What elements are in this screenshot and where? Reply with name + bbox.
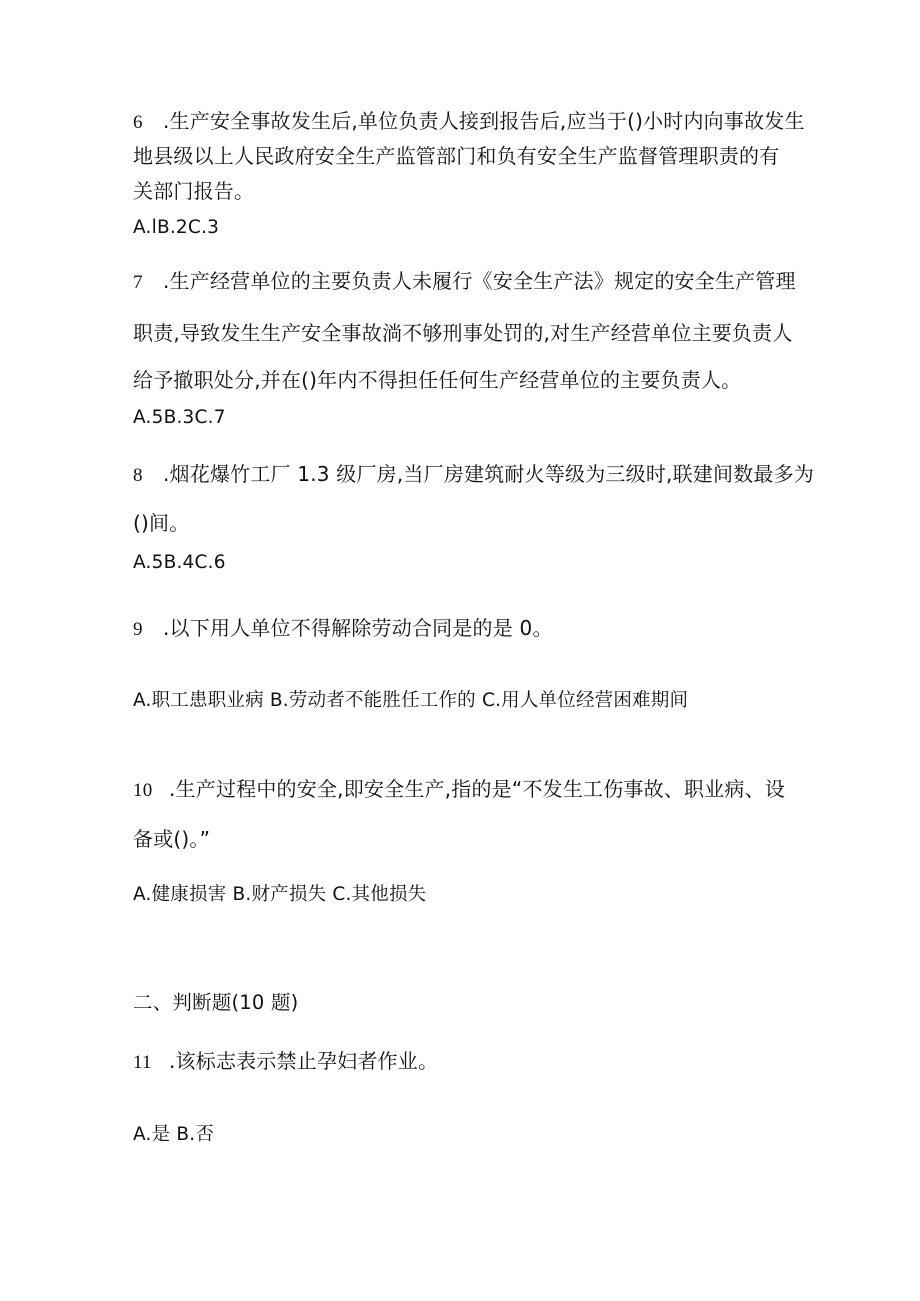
q10-options: A.健康损害 B.财产损失 C.其他损失 (133, 884, 427, 905)
q8-line-2: ()间。 (133, 511, 190, 535)
q7-line-1 (133, 268, 796, 296)
q6-line-1 (133, 108, 805, 136)
q6-line-3: 关部门报告。 (133, 179, 255, 203)
section-header: 二、判断题(10 题) (133, 991, 299, 1014)
q8-options: A.5B.4C.6 (133, 552, 226, 573)
q8-text-1: .烟花爆竹工厂 1.3 级厂房,当厂房建筑耐火等级为三级时,联建间数最多为 (163, 462, 814, 486)
q8-number: 8 (133, 465, 143, 486)
q6-text-1: .生产安全事故发生后,单位负责人接到报告后,应当于()小时内向事故发生 (163, 109, 805, 133)
q6-options: A.lB.2C.3 (133, 217, 220, 238)
q6-line-2: 地县级以上人民政府安全生产监管部门和负有安全生产监督管理职责的有 (133, 144, 780, 168)
q11-line-1 (133, 1048, 438, 1076)
q10-line-1 (133, 776, 785, 804)
q6-number: 6 (133, 112, 143, 133)
q7-text-1: .生产经营单位的主要负责人未履行《安全生产法》规定的安全生产管理 (163, 269, 796, 293)
q11-options: A.是 B.否 (133, 1124, 215, 1145)
q11-number: 11 (133, 1052, 152, 1073)
q9-options: A.职工患职业病 B.劳动者不能胜任工作的 C.用人单位经营困难期间 (133, 690, 689, 711)
q9-line-1 (133, 615, 553, 643)
q7-line-3: 给予撤职处分,并在()年内不得担任任何生产经营单位的主要负责人。 (133, 368, 742, 392)
q10-text-1: .生产过程中的安全,即安全生产,指的是“不发生工伤事故、职业病、设 (169, 777, 786, 801)
q10-number: 10 (133, 780, 153, 801)
q8-line-1 (133, 461, 814, 489)
q11-text-1: .该标志表示禁止孕妇者作业。 (169, 1049, 439, 1073)
q9-number: 9 (133, 619, 143, 640)
q7-number: 7 (133, 272, 143, 293)
q7-line-2: 职责,导致发生生产安全事故淌不够刑事处罚的,对生产经营单位主要负责人 (133, 321, 793, 345)
q10-line-2: 备或()。” (133, 827, 211, 851)
q9-text-1: .以下用人单位不得解除劳动合同是的是 0。 (163, 616, 553, 640)
q7-options: A.5B.3C.7 (133, 407, 226, 428)
